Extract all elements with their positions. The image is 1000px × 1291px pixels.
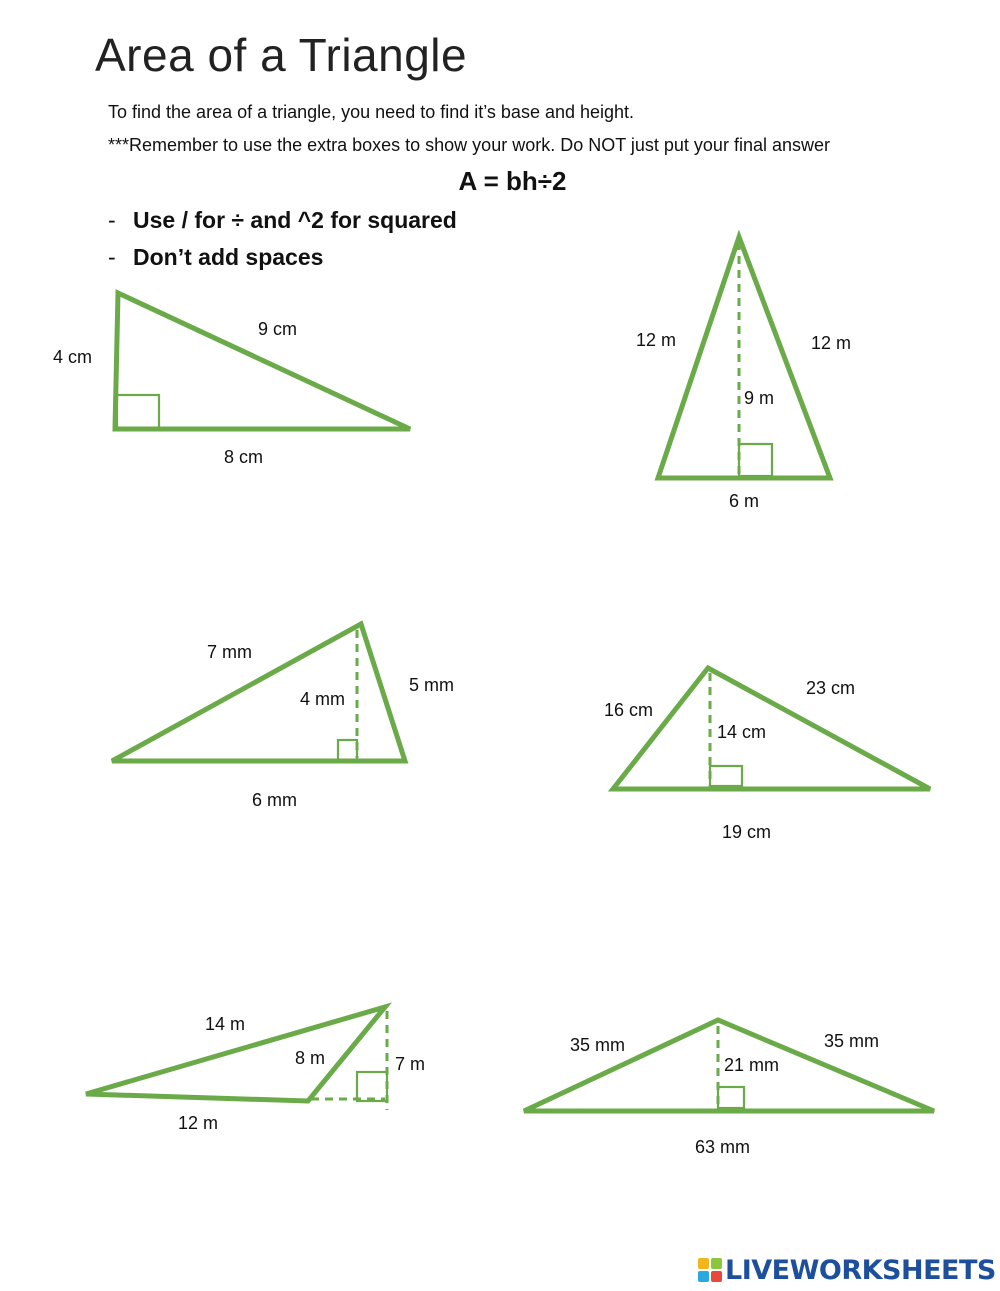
triangle-4-shape	[613, 668, 930, 789]
triangle-1	[53, 293, 410, 467]
triangle-6-height-label: 21 mm	[724, 1055, 780, 1075]
triangle-1-hypotenuse-label: 9 cm	[258, 319, 298, 339]
triangle-6-base-label: 63 mm	[695, 1137, 751, 1157]
area-formula: A = bh÷2	[458, 166, 567, 196]
triangle-5-height-label: 7 m	[395, 1054, 426, 1074]
triangle-5-inner-side-label: 8 m	[295, 1048, 326, 1068]
logo-text: LIVEWORKSHEETS	[725, 1254, 996, 1286]
triangle-6-right-angle-marker	[718, 1087, 744, 1108]
triangle-1-base-label: 8 cm	[224, 447, 264, 467]
triangle-6-right-side-label: 35 mm	[824, 1031, 880, 1051]
triangle-4-right-angle-marker	[710, 766, 742, 786]
triangle-2-base-label: 6 m	[729, 491, 760, 511]
triangle-3-right-angle-marker	[338, 740, 357, 761]
rule-2-bullet: -	[108, 244, 116, 270]
triangle-4	[604, 668, 930, 842]
triangle-4-height-label: 14 cm	[717, 722, 767, 742]
triangle-2	[636, 237, 851, 511]
instruction-line-1: To find the area of a triangle, you need to find it’s base and height.	[108, 102, 635, 122]
liveworksheets-logo	[698, 1254, 996, 1286]
logo-block-i	[711, 1258, 722, 1269]
rule-2-text: Don’t add spaces	[133, 244, 324, 270]
rule-1-bullet: -	[108, 207, 116, 233]
triangle-4-base-label: 19 cm	[722, 822, 772, 842]
triangle-1-right-angle-marker	[117, 395, 159, 429]
logo-block-l	[698, 1258, 709, 1269]
triangle-2-shape	[658, 237, 830, 478]
triangle-1-height-label: 4 cm	[53, 347, 93, 367]
logo-block-e	[711, 1271, 722, 1282]
triangle-3-right-side-label: 5 mm	[409, 675, 454, 695]
instruction-line-2: ***Remember to use the extra boxes to show your work. Do NOT just put your final answer	[108, 135, 830, 155]
triangle-6-left-side-label: 35 mm	[570, 1035, 626, 1055]
rule-1-text: Use / for ÷ and ^2 for squared	[133, 207, 457, 233]
triangle-3-shape	[112, 624, 405, 761]
triangle-4-left-side-label: 16 cm	[604, 700, 654, 720]
triangle-2-height-label: 9 m	[744, 388, 775, 408]
page-title: Area of a Triangle	[95, 29, 468, 81]
triangle-6	[524, 1020, 934, 1157]
logo-blocks-icon	[698, 1258, 722, 1282]
triangle-3-height-label: 4 mm	[300, 689, 345, 709]
triangle-2-left-side-label: 12 m	[636, 330, 677, 350]
triangle-3	[112, 624, 454, 810]
triangle-2-right-angle-marker	[739, 444, 772, 476]
triangle-3-base-label: 6 mm	[252, 790, 297, 810]
triangle-5-top-side-label: 14 m	[205, 1014, 246, 1034]
triangle-5	[86, 1007, 425, 1133]
triangle-5-right-angle-marker	[357, 1072, 387, 1101]
triangle-5-base-label: 12 m	[178, 1113, 219, 1133]
logo-block-v	[698, 1271, 709, 1282]
triangle-3-left-side-label: 7 mm	[207, 642, 252, 662]
triangle-4-right-side-label: 23 cm	[806, 678, 856, 698]
triangle-2-right-side-label: 12 m	[811, 333, 852, 353]
